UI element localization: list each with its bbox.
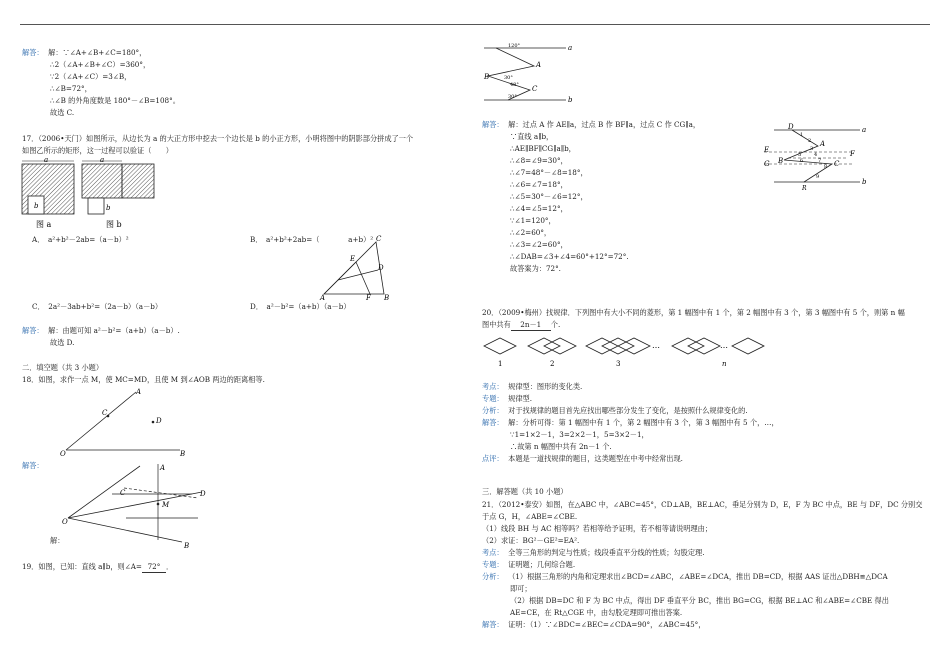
svg-text:D: D xyxy=(156,417,162,425)
q19-answer-line: ∴∠DAB=∠3+∠4=60°+12°=72°. xyxy=(510,252,629,261)
q21-stem-line2: 于点 G，H，∠ABE=∠CBE. xyxy=(482,512,578,521)
q17-stem xyxy=(22,134,413,158)
q21-stem-line1: 21．（2012•泰安）如图，在△ABC 中，∠ABC=45°，CD⊥AB，BE⊥AC，垂足分别为 D，E，F 为 BC 中点，BE 与 DF，DC 分别交 xyxy=(482,500,923,509)
svg-text:D: D xyxy=(200,490,206,498)
q19-answer-line: ∴AE∥BF∥CG∥a∥b， xyxy=(510,144,576,153)
q19-answer-figure xyxy=(764,122,874,196)
svg-text:a: a xyxy=(100,156,105,164)
q16-line: 故选 C. xyxy=(50,108,75,117)
svg-text:E: E xyxy=(764,146,770,154)
svg-text:b: b xyxy=(34,202,39,210)
header-rule xyxy=(20,24,930,25)
q19-answer-line: ∵∠1=120°， xyxy=(510,216,556,225)
svg-text:a: a xyxy=(44,156,49,164)
section-solve: 三．解答题（共 10 小题） xyxy=(482,487,568,496)
q21-fenxi-line: （1）根据三角形的内角和定理求出∠BCD=∠ABC，∠ABE=∠DCA，推出 DB=CD，根据 AAS 证出△DBH≌△DCA xyxy=(508,572,888,581)
q20-solution xyxy=(482,382,779,466)
q19-answer-line: 解：过点 A 作 AE∥a，过点 B 作 BF∥a，过点 C 作 CG∥a， xyxy=(508,120,701,129)
q21-fenxi-line: 即可； xyxy=(510,584,532,593)
q17-figure xyxy=(22,158,162,230)
svg-text:A: A xyxy=(820,140,826,148)
q17-stem-line1: 17．（2006•天门）如图所示，从边长为 a 的大正方形中挖去一个边长是 b 的小正方形，小明将图中的阴影部分拼成了一个 xyxy=(22,134,414,143)
q20-answer-line: ∵1=1×2－1，3=2×2－1，5=3×2－1， xyxy=(510,430,649,439)
q17-option-d: D． a²－b²=（a+b）（a－b） xyxy=(250,302,351,311)
q19-answer-blank: 72° xyxy=(142,562,166,573)
svg-text:5: 5 xyxy=(798,152,802,158)
svg-text:O: O xyxy=(62,518,68,526)
svg-text:30°: 30° xyxy=(504,75,513,81)
svg-text:B: B xyxy=(484,73,490,81)
q19-answer-line: ∴∠7=48°－∠8=18°， xyxy=(510,168,588,177)
answer-label: 解答： xyxy=(482,620,504,629)
svg-text:A: A xyxy=(536,61,542,69)
svg-text:C: C xyxy=(532,85,538,93)
svg-text:B: B xyxy=(778,157,784,165)
kaodian-label: 考点： xyxy=(482,548,504,557)
q21-fenxi-line: AE=CE，在 Rt△CGE 中，由勾股定理即可推出答案. xyxy=(510,608,683,617)
q20-answer-line: 解：分析可得：第 1 幅图中有 1 个，第 2 幅图中有 3 个，第 3 幅图中有 5 个，…， xyxy=(508,418,779,427)
q19-answer-line: ∴∠3=∠2=60°， xyxy=(510,240,568,249)
q16-line: ∴∠B=72°， xyxy=(50,84,92,93)
svg-text:O: O xyxy=(60,450,66,458)
svg-text:F: F xyxy=(850,150,855,158)
svg-text:C: C xyxy=(120,489,126,497)
svg-text:30°: 30° xyxy=(508,94,517,100)
q16-line: 解：∵∠A+∠B+∠C=180°， xyxy=(48,48,147,57)
svg-text:B: B xyxy=(384,294,390,302)
svg-text:B: B xyxy=(180,450,186,458)
fig-a-label: 图 a xyxy=(36,220,52,229)
q19-answer-line: ∵直线 a∥b， xyxy=(510,132,554,141)
q20-dianping: 本题是一道找规律的题目，这类题型在中考中经常出现. xyxy=(508,454,683,463)
q21-part2: （2）求证：BG²－GE²=EA². xyxy=(482,536,580,545)
q21-zhuanti: 证明题；几何综合题. xyxy=(508,560,576,569)
q20-stem-text: 图中共有 xyxy=(482,320,511,329)
q21-answer-line: 证明：（1）∵∠BDC=∠BEC=∠CDA=90°，∠ABC=45°， xyxy=(508,620,706,629)
svg-text:1: 1 xyxy=(800,132,804,138)
svg-text:D: D xyxy=(788,123,794,131)
svg-text:8: 8 xyxy=(824,164,828,170)
svg-text:A: A xyxy=(136,388,142,396)
q17-stem-line2: 如图乙所示的矩形，这一过程可以验证（ ） xyxy=(22,146,173,155)
svg-text:b: b xyxy=(568,96,573,104)
svg-text:120°: 120° xyxy=(508,43,521,49)
q20-stem xyxy=(482,308,905,332)
q18-answer-figure xyxy=(62,462,212,550)
q19-stem xyxy=(22,562,173,573)
q17-triangle-figure xyxy=(320,235,400,302)
q17-option-b: B． a²+b²+2ab=（ a+b）² xyxy=(250,235,374,244)
q20-ellipsis: … xyxy=(652,341,660,350)
q20-fig-label: 2 xyxy=(550,360,555,368)
svg-text:2: 2 xyxy=(808,138,812,144)
q17-answer-line: 解：由题可知 a²－b²=（a+b）（a－b）. xyxy=(48,326,180,335)
q19-answer xyxy=(482,120,700,276)
q20-fig-label: 3 xyxy=(616,360,621,368)
svg-text:C: C xyxy=(834,160,840,168)
fenxi-label: 分析： xyxy=(482,406,504,415)
q18-stem: 18．如图，求作一点 M，使 MC=MD，且使 M 到∠AOB 两边的距离相等. xyxy=(22,375,265,384)
svg-text:9: 9 xyxy=(816,174,820,180)
q19-answer-line: ∴∠6=∠7=18°， xyxy=(510,180,568,189)
answer-label: 解答： xyxy=(482,418,504,427)
svg-text:F: F xyxy=(366,294,371,302)
q16-line: ∵2（∠A+∠C）=3∠B， xyxy=(50,72,132,81)
svg-text:7: 7 xyxy=(818,158,822,164)
svg-text:b: b xyxy=(106,204,111,212)
svg-text:48°: 48° xyxy=(510,82,519,88)
dianping-label: 点评： xyxy=(482,454,504,463)
zhuanti-label: 专题： xyxy=(482,394,504,403)
q18-jie: 解： xyxy=(50,536,65,545)
svg-text:D: D xyxy=(378,264,384,272)
q20-zhuanti: 规律型. xyxy=(508,394,533,403)
q18-figure xyxy=(60,386,210,456)
q19-answer-line: ∴∠4=∠5=12°， xyxy=(510,204,568,213)
svg-text:C: C xyxy=(376,235,382,243)
q21-kaodian: 全等三角形的判定与性质；线段垂直平分线的性质；勾股定理. xyxy=(508,548,705,557)
q21 xyxy=(482,500,922,632)
svg-text:G: G xyxy=(764,160,770,168)
q16-line: ∴2（∠A+∠B+∠C）=360°， xyxy=(50,60,151,69)
svg-text:b: b xyxy=(862,178,867,186)
q19-answer-line: ∴∠5=30°－∠6=12°， xyxy=(510,192,588,201)
svg-text:6: 6 xyxy=(800,158,804,164)
q20-answer-blank: 2n－1 xyxy=(511,320,551,331)
answer-label: 解答： xyxy=(22,461,44,470)
q21-part1: （1）线段 BH 与 AC 相等吗？若相等给予证明，若不相等请说明理由； xyxy=(482,524,713,533)
q20-answer-line: ∴故第 n 幅图中共有 2n－1 个. xyxy=(510,442,612,451)
svg-text:A: A xyxy=(160,464,166,472)
q20-fig-label: 1 xyxy=(498,360,503,368)
q19-answer-line: ∴∠8=∠9=30°， xyxy=(510,156,568,165)
q17-option-c: C． 2a²－3ab+b²=（2a－b）（a－b） xyxy=(32,302,163,311)
q20-rhombus-figure xyxy=(484,334,784,370)
section-fill-blank: 二．填空题（共 3 小题） xyxy=(22,363,104,372)
svg-text:A: A xyxy=(320,294,326,302)
svg-text:M: M xyxy=(162,501,170,509)
fenxi-label: 分析： xyxy=(482,572,504,581)
q20-stem-line1: 20．（2009•梅州）找规律．下列图中有大小不同的菱形，第 1 幅图中有 1 个，第 2 幅图中有 3 个，第 3 幅图中有 5 个，则第 n 幅 xyxy=(482,308,905,317)
fig-b-label: 图 b xyxy=(106,220,122,229)
q19-stem-text: 19．如图，已知：直线 a∥b，则∠A= xyxy=(22,562,142,571)
q17-answer xyxy=(22,326,180,350)
q19-answer-line: 故答案为：72°. xyxy=(510,264,561,273)
q20-kaodian: 规律型：图形的变化类. xyxy=(508,382,583,391)
svg-text:R: R xyxy=(802,185,807,192)
q19-answer-line: ∴∠2=60°， xyxy=(510,228,552,237)
q17-option-a: A． a²+b²－2ab=（a－b）² xyxy=(32,235,129,244)
svg-text:a: a xyxy=(862,126,867,134)
svg-text:4: 4 xyxy=(814,152,818,158)
q20-ellipsis: … xyxy=(720,341,728,350)
svg-text:a: a xyxy=(568,44,573,52)
q20-stem-end: 个. xyxy=(550,320,561,329)
q19-figure xyxy=(484,40,574,104)
q16-line: ∴∠B 的外角度数是 180°－∠B=108°。 xyxy=(50,96,180,105)
kaodian-label: 考点： xyxy=(482,382,504,391)
zhuanti-label: 专题： xyxy=(482,560,504,569)
svg-text:E: E xyxy=(350,255,356,263)
q20-fenxi: 对于找规律的题目首先应找出哪些部分发生了变化，是按照什么规律变化的. xyxy=(508,406,748,415)
svg-text:C: C xyxy=(102,409,108,417)
q20-fig-label: n xyxy=(722,360,727,368)
q17-answer-line: 故选 D. xyxy=(50,338,75,347)
svg-text:3: 3 xyxy=(810,146,814,152)
answer-label: 解答： xyxy=(482,120,504,129)
answer-label: 解答： xyxy=(22,48,44,57)
answer-label: 解答： xyxy=(22,326,44,335)
svg-text:B: B xyxy=(184,542,190,550)
q16-answer xyxy=(22,48,180,120)
q21-fenxi-line: （2）根据 DB=DC 和 F 为 BC 中点，得出 DF 垂直平分 BC，推出 BG=CG，根据 BE⊥AC 和∠ABE=∠CBE 得出 xyxy=(510,596,889,605)
q19-stem-end: ． xyxy=(165,562,174,571)
